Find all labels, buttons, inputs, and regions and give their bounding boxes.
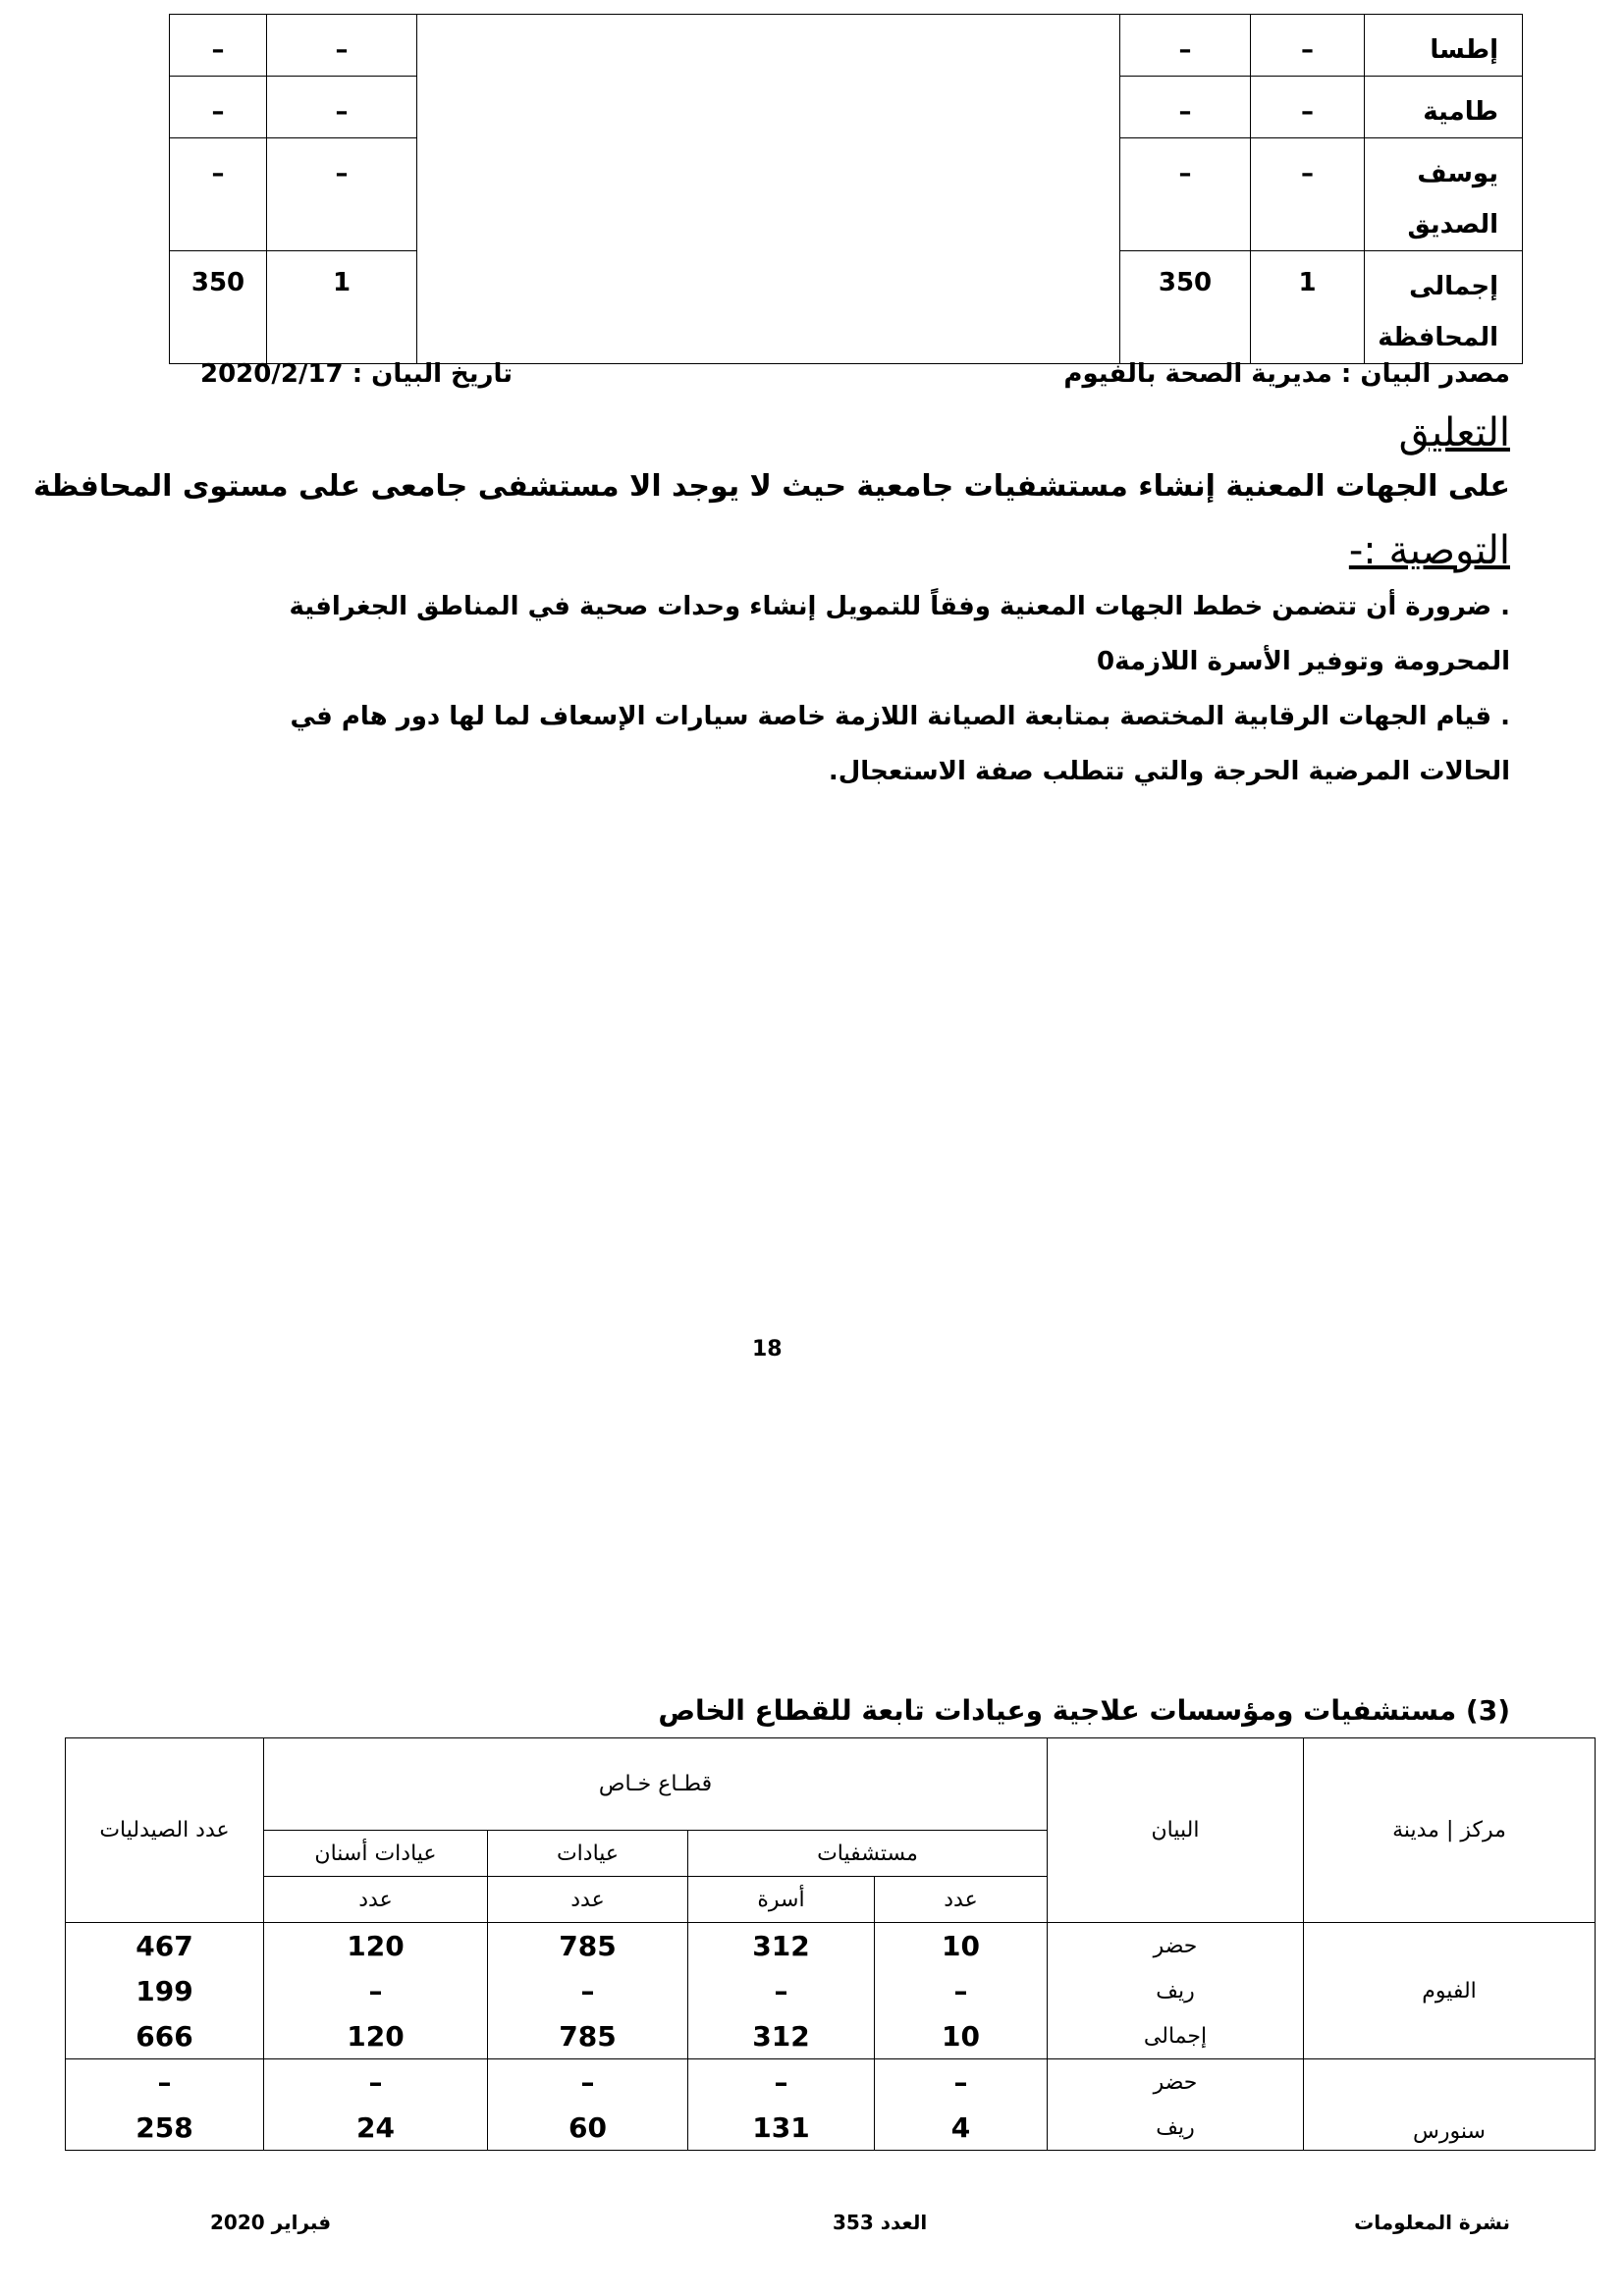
cell-clinics: – [488,1968,688,2013]
cell-hospitals: 10 [875,2013,1048,2059]
cell: 350 [170,251,267,364]
cell-hospitals: – [875,2059,1048,2106]
header-count: عدد [264,1877,488,1923]
table-header-row [66,1738,1596,1831]
cell-pharmacies: 666 [66,2013,264,2059]
recommendation-heading: التوصية :- [1348,528,1510,573]
footer-publication: نشرة المعلومات [1354,2211,1510,2234]
row-label: ريف [1048,2105,1304,2151]
recommendation-item: . قيام الجهات الرقابية المختصة بمتابعة الصيانة اللازمة خاصة سيارات الإسعاف لما لها دور هام في الحالات المرضية الحرجة والتي تتطلب صفة الاستعجال. [290,702,1510,786]
cell-beds: – [688,2059,875,2106]
cell-clinics: 60 [488,2105,688,2151]
cell-hospitals: 4 [875,2105,1048,2151]
data-date: تاريخ البيان : 2020/2/17 [200,359,514,389]
cell: – [267,15,417,77]
table-row [66,2059,1596,2106]
cell-pharmacies: 467 [66,1923,264,1969]
top-table [169,14,1523,364]
row-label: حضر [1048,1923,1304,1969]
header-private-sector: قطـاع خـاص [264,1738,1048,1831]
footer-issue: العدد 353 [833,2211,928,2234]
cell-dental: 120 [264,1923,488,1969]
table-row [170,15,1523,77]
cell: – [1120,15,1251,77]
region-cell: طامية [1365,77,1523,138]
header-beds: أسرة [688,1877,875,1923]
cell-beds: – [688,1968,875,2013]
region-cell: يوسف الصديق [1365,138,1523,251]
cell-pharmacies: – [66,2059,264,2106]
header-count: عدد [488,1877,688,1923]
cell: – [1251,77,1365,138]
private-sector-table [65,1737,1596,2151]
center-cell: سنورس [1304,2059,1596,2151]
row-label: حضر [1048,2059,1304,2106]
cell: – [1120,77,1251,138]
cell-dental: 24 [264,2105,488,2151]
region-cell: إجمالى المحافظة [1365,251,1523,364]
region-cell: إطسا [1365,15,1523,77]
data-source: مصدر البيان : مديرية الصحة بالفيوم [1063,359,1510,389]
cell-clinics: – [488,2059,688,2106]
cell-hospitals: – [875,1968,1048,2013]
cell-dental: – [264,1968,488,2013]
cell: – [170,138,267,251]
cell: – [1120,138,1251,251]
header-count: عدد [875,1877,1048,1923]
cell-beds: 312 [688,1923,875,1969]
header-dental: عيادات أسنان [264,1831,488,1877]
cell: 1 [267,251,417,364]
blank-merged-cell [417,15,1120,364]
cell: 350 [1120,251,1251,364]
recommendation-item: . ضرورة أن تتضمن خطط الجهات المعنية وفقاً للتمويل إنشاء وحدات صحية في المناطق الجغرافية المحرومة وتوفير الأسرة اللازمة0 [289,592,1510,676]
cell: – [170,15,267,77]
row-label: ريف [1048,1968,1304,2013]
cell-dental: 120 [264,2013,488,2059]
cell-dental: – [264,2059,488,2106]
cell: – [267,77,417,138]
cell-beds: 131 [688,2105,875,2151]
center-cell: الفيوم [1304,1923,1596,2059]
header-clinics: عيادات [488,1831,688,1877]
table-row [66,1923,1596,1969]
header-center: مركز | مدينة [1304,1738,1596,1923]
section-title: (3) مستشفيات ومؤسسات علاجية وعيادات تابعة للقطاع الخاص [658,1694,1510,1727]
cell: – [1251,138,1365,251]
cell: – [170,77,267,138]
page-number: 18 [752,1337,783,1362]
comment-text: على الجهات المعنية إنشاء مستشفيات جامعية حيث لا يوجد الا مستشفى جامعى على مستوى المحافظة [32,469,1510,504]
cell-hospitals: 10 [875,1923,1048,1969]
comment-heading: التعليق [1398,410,1510,455]
footer-date: فبراير 2020 [210,2211,332,2234]
cell-clinics: 785 [488,1923,688,1969]
cell-clinics: 785 [488,2013,688,2059]
cell-beds: 312 [688,2013,875,2059]
cell: 1 [1251,251,1365,364]
header-hospitals: مستشفيات [688,1831,1048,1877]
header-statement: البيان [1048,1738,1304,1923]
cell-pharmacies: 258 [66,2105,264,2151]
cell-pharmacies: 199 [66,1968,264,2013]
row-label: إجمالى [1048,2013,1304,2059]
cell: – [267,138,417,251]
cell: – [1251,15,1365,77]
header-pharmacies: عدد الصيدليات [66,1738,264,1923]
